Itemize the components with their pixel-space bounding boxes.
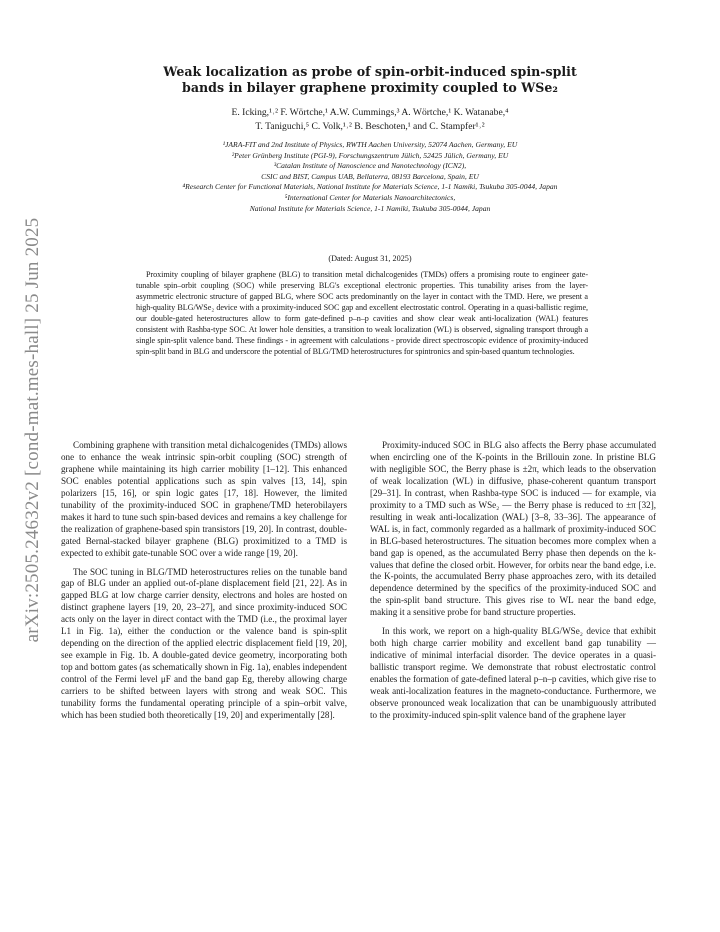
affiliation-line: ⁵International Center for Materials Nanoarchitectonics,: [284, 192, 456, 202]
authors-line-2: T. Taniguchi,⁵ C. Volk,¹˒² B. Beschoten,¹ and C. Stampfer¹˒²: [255, 121, 485, 132]
affiliation-line: ²Peter Grünberg Institute (PGI-9), Forschungszentrum Jülich, 52425 Jülich, Germany, EU: [231, 150, 509, 160]
dated-line: (Dated: August 31, 2025): [328, 254, 412, 263]
affiliation-line: ⁴Research Center for Functional Materials, National Institute for Materials Science, 1-1 Namiki, Tsukuba 305-0044, Japan: [182, 182, 558, 192]
body-paragraph: In this work, we report on a high-quality BLG/WSe₂ device that exhibit both high charge carrier mobility and excellent band gap tunability — indicative of minimal interfacial disorder. The device operates in a quasi-ballistic transport regime. We demonstrate that robust electrostatic control enables the formation of gate-defined lateral p–n–p cavities, which give rise to weak anti-localization features in the magneto-conductance. Furthermore, we observe pronounced weak localization that can be unambiguously attributed to the proximity-induced spin-split valence band of the graphene layer: [370, 626, 656, 720]
title-line-2: bands in bilayer graphene proximity coupled to WSe₂: [182, 80, 558, 95]
body-column-left: [61, 440, 347, 729]
affiliation-line: National Institute for Materials Science, 1-1 Namiki, Tsukuba 305-0044, Japan: [249, 203, 491, 213]
body-column-right: [370, 440, 656, 729]
body-paragraph: Proximity-induced SOC in BLG also affects the Berry phase accumulated when encircling one of the K-points in the Brillouin zone. In pristine BLG with negligible SOC, the Berry phase is ±2π, which leads to the observation of weak localization (WL) in diffusive, phase-coherent quantum transport [29–31]. In contrast, when Rashba-type SOC is induced — for example, via proximity to a TMD such as WSe₂ — the Berry phase is reduced to ±π [32], resulting in weak anti-localization (WAL) [3–8, 33–36]. The appearance of WAL is, in fact, commonly regarded as a hallmark of proximity-induced SOC in BLG-based heterostructures. The situation becomes more complex when a band gap is opened, as the accumulated Berry phase then depends on the k-values that define the closed orbit. However, for orbits near the band edge, i.e. the K-points, the accumulated Berry phase approaches zero, with its detailed dependence determined by the specifics of the proximity-induced SOC and the spin-split band structure. This gives rise to WL near the band edge, making it a sensitive probe for band structure properties.: [370, 440, 656, 618]
authors-line-1: E. Icking,¹˒² F. Wörtche,¹ A.W. Cummings,³ A. Wörtche,¹ K. Watanabe,⁴: [231, 107, 509, 118]
abstract-text: Proximity coupling of bilayer graphene (BLG) to transition metal dichalcogenides (TMDs) offers a promising route to engineer gate-tunable spin–orbit coupling (SOC) while preserving BLG's exceptional electronic properties. This tunability arises from the layer-asymmetric electronic structure of gapped BLG, where SOC acts predominantly on the layer in contact with the TMD. Here, we present a high-quality BLG/WSe₂ device with a proximity-induced SOC gap and excellent electrostatic control. Operating in a quasi-ballistic regime, our double-gated heterostructures allow to form gate-defined p–n–p cavities and show clear weak anti-localization (WAL) features consistent with Rashba-type SOC. At lower hole densities, a transition to weak localization (WL) is observed, signaling transport through a single spin-split valence band. These findings - in agreement with calculations - provide direct spectroscopic evidence of proximity-induced spin-split band in BLG and underscore the potential of BLG/TMD heterostructures for spintronics and spin-based quantum technologies.: [136, 270, 588, 357]
paper-title: [150, 64, 590, 96]
affiliation-line: CSIC and BIST, Campus UAB, Bellaterra, 08193 Barcelona, Spain, EU: [261, 171, 479, 181]
body-paragraph: The SOC tuning in BLG/TMD heterostructures relies on the tunable band gap of BLG under an applied out-of-plane displacement field [21, 22]. As in gapped BLG at low charge carrier density, electrons and holes are hosted on distinct graphene layers [19, 20, 23–27], and since proximity-induced SOC acts only on the layer in direct contact with the TMD (i.e., the proximal layer L1 in Fig. 1a), either the conduction or the valence band is spin-split depending on the direction of the applied electric displacement field [19, 20], see example in Fig. 1b. A double-gated device geometry, incorporating both top and bottom gates (as schematically shown in Fig. 1a), enables independent control of the Fermi level μF and the band gap Eg, thereby allowing charge carriers to be shifted between layers with strong and weak SOC. This tunability forms the fundamental operating principle of a spin–orbit valve, which has been studied both theoretically [19, 20] and experimentally [28].: [61, 566, 347, 720]
author-list: [150, 106, 590, 134]
affiliation-line: ³Catalan Institute of Nanoscience and Nanotechnology (ICN2),: [273, 161, 467, 171]
arxiv-identifier: arXiv:2505.24632v2 [cond-mat.mes-hall] 25 Jun 2025: [22, 217, 43, 643]
body-paragraph: Combining graphene with transition metal dichalcogenides (TMDs) allows one to enhance the weak intrinsic spin-orbit coupling (SOC) strength of graphene while maintaining its high carrier mobility [1–12]. This enhanced SOC enables potential applications such as spin valves [13, 14], spin polarizers [15, 16], or spin logic gates [17, 18]. However, the limited tunability of the proximity-induced SOC in graphene/TMD heterobilayers makes it hard to tune such spin-based devices and remains a key challenge for the realization of graphene-based spin transistors [19, 20]. In contrast, double-gated Bernal-stacked bilayer graphene (BLG) proximitized to a TMD is expected to exhibit gate-tunable SOC over a wide range [19, 20].: [61, 440, 347, 558]
title-line-1: Weak localization as probe of spin-orbit-induced spin-split: [163, 64, 577, 79]
affiliations: [60, 140, 680, 214]
arxiv-sidebar: [20, 200, 46, 660]
affiliation-line: ¹JARA-FIT and 2nd Institute of Physics, RWTH Aachen University, 52074 Aachen, Germany, EU: [222, 140, 518, 149]
